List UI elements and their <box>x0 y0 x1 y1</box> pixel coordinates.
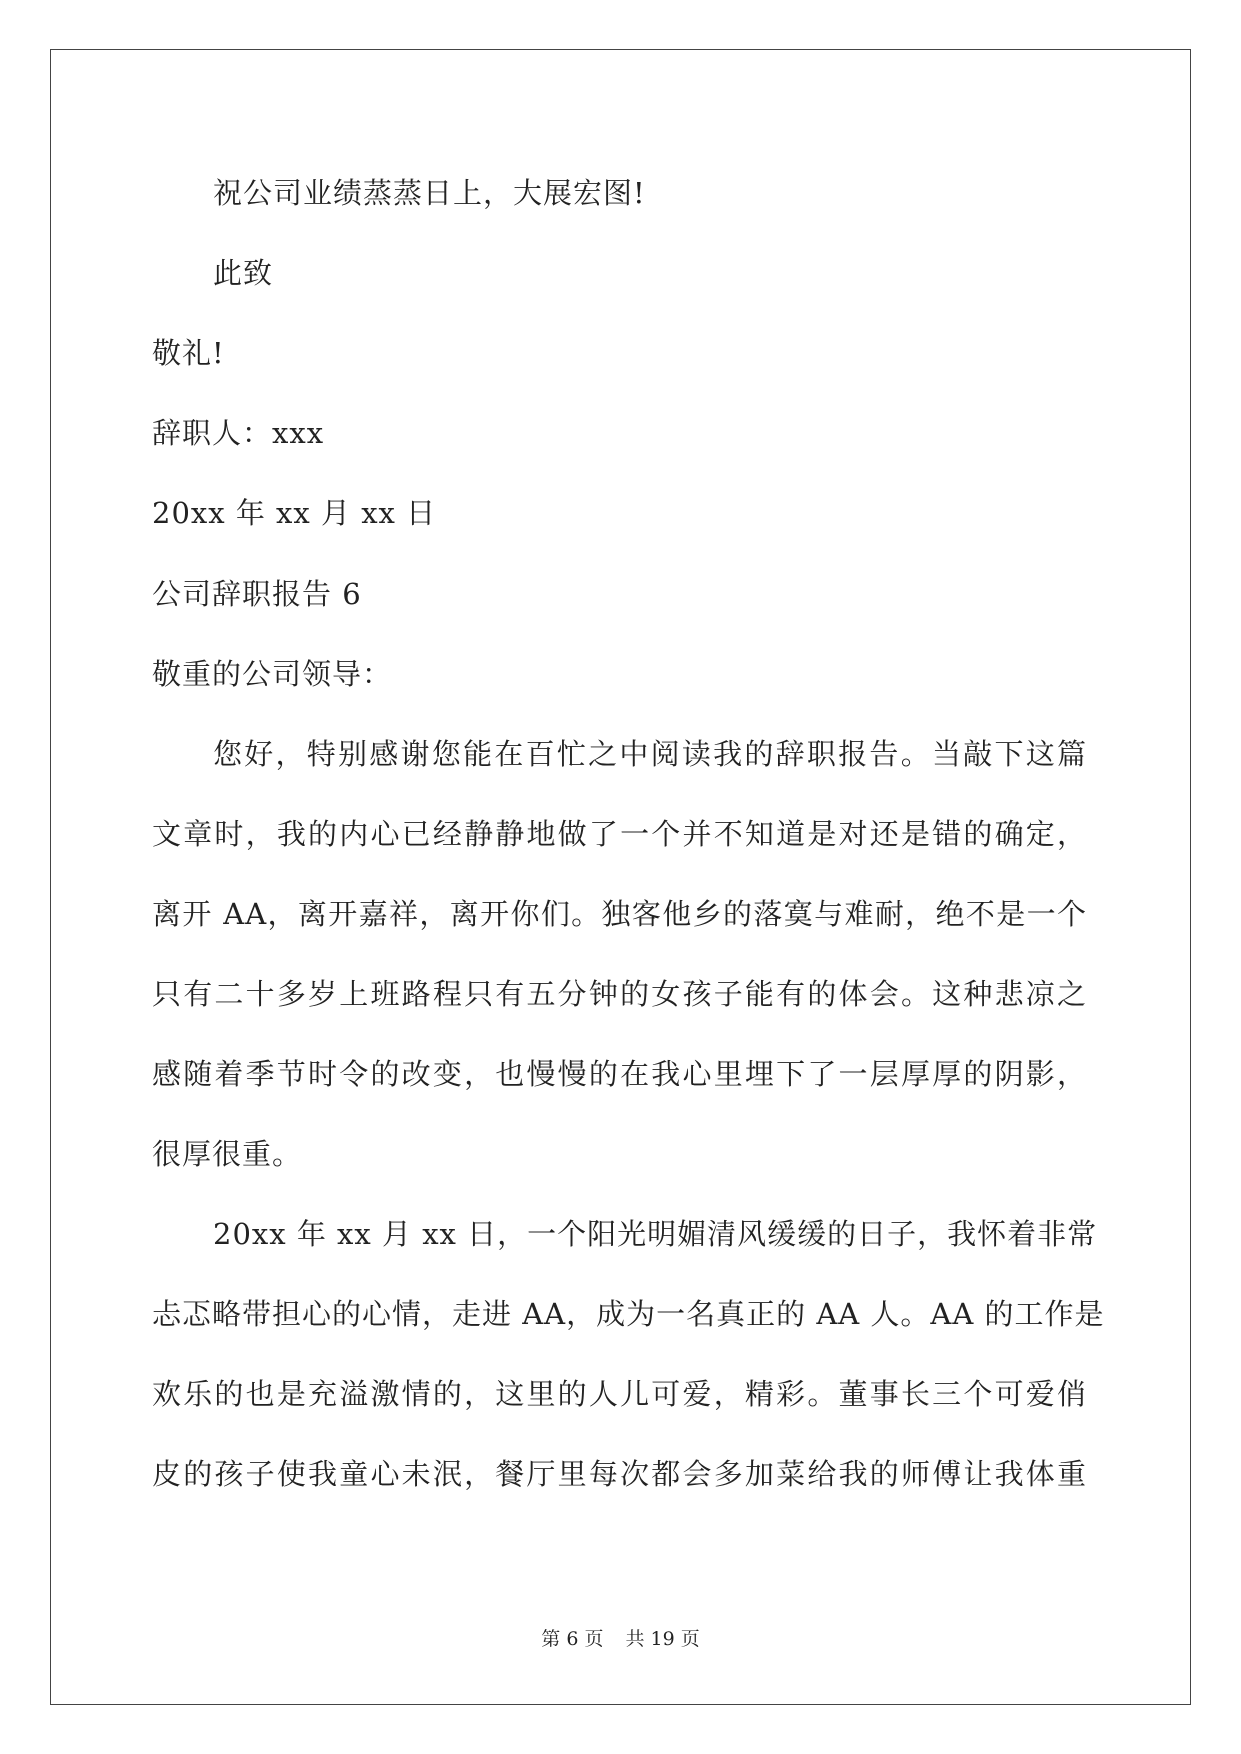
body-line: 感随着季节时令的改变，也慢慢的在我心里埋下了一层厚厚的阴影， <box>152 1057 1087 1091</box>
body-line: 离开 AA，离开嘉祥，离开你们。独客他乡的落寞与难耐，绝不是一个 <box>152 897 1087 931</box>
closing-wish: 祝公司业绩蒸蒸日上，大展宏图! <box>213 176 646 210</box>
body-line: 20xx 年 xx 月 xx 日，一个阳光明媚清风缓缓的日子，我怀着非常 <box>213 1217 1098 1251</box>
salutation-cizhi: 此致 <box>213 256 274 290</box>
salutation-jingli: 敬礼! <box>152 336 225 370</box>
body-line: 很厚很重。 <box>152 1137 303 1171</box>
body-line: 忐忑略带担心的心情，走进 AA，成为一名真正的 AA 人。AA 的工作是 <box>152 1297 1105 1331</box>
body-line: 只有二十多岁上班路程只有五分钟的女孩子能有的体会。这种悲凉之 <box>152 977 1087 1011</box>
body-line: 欢乐的也是充溢激情的，这里的人儿可爱，精彩。董事长三个可爱俏 <box>152 1377 1087 1411</box>
page-total: 共 19 页 <box>625 1628 700 1650</box>
body-line: 文章时，我的内心已经静静地做了一个并不知道是对还是错的确定， <box>152 817 1087 851</box>
recipient-greeting: 敬重的公司领导： <box>152 657 393 691</box>
date-line: 20xx 年 xx 月 xx 日 <box>152 496 437 530</box>
body-line: 皮的孩子使我童心未泯，餐厅里每次都会多加菜给我的师傅让我体重 <box>152 1457 1087 1491</box>
section-heading: 公司辞职报告 6 <box>152 577 362 611</box>
signatory-line: 辞职人：xxx <box>152 416 325 450</box>
page-footer <box>0 1627 1241 1651</box>
body-line: 您好，特别感谢您能在百忙之中阅读我的辞职报告。当敲下这篇 <box>213 737 1087 771</box>
page-number: 第 6 页 <box>541 1628 604 1650</box>
